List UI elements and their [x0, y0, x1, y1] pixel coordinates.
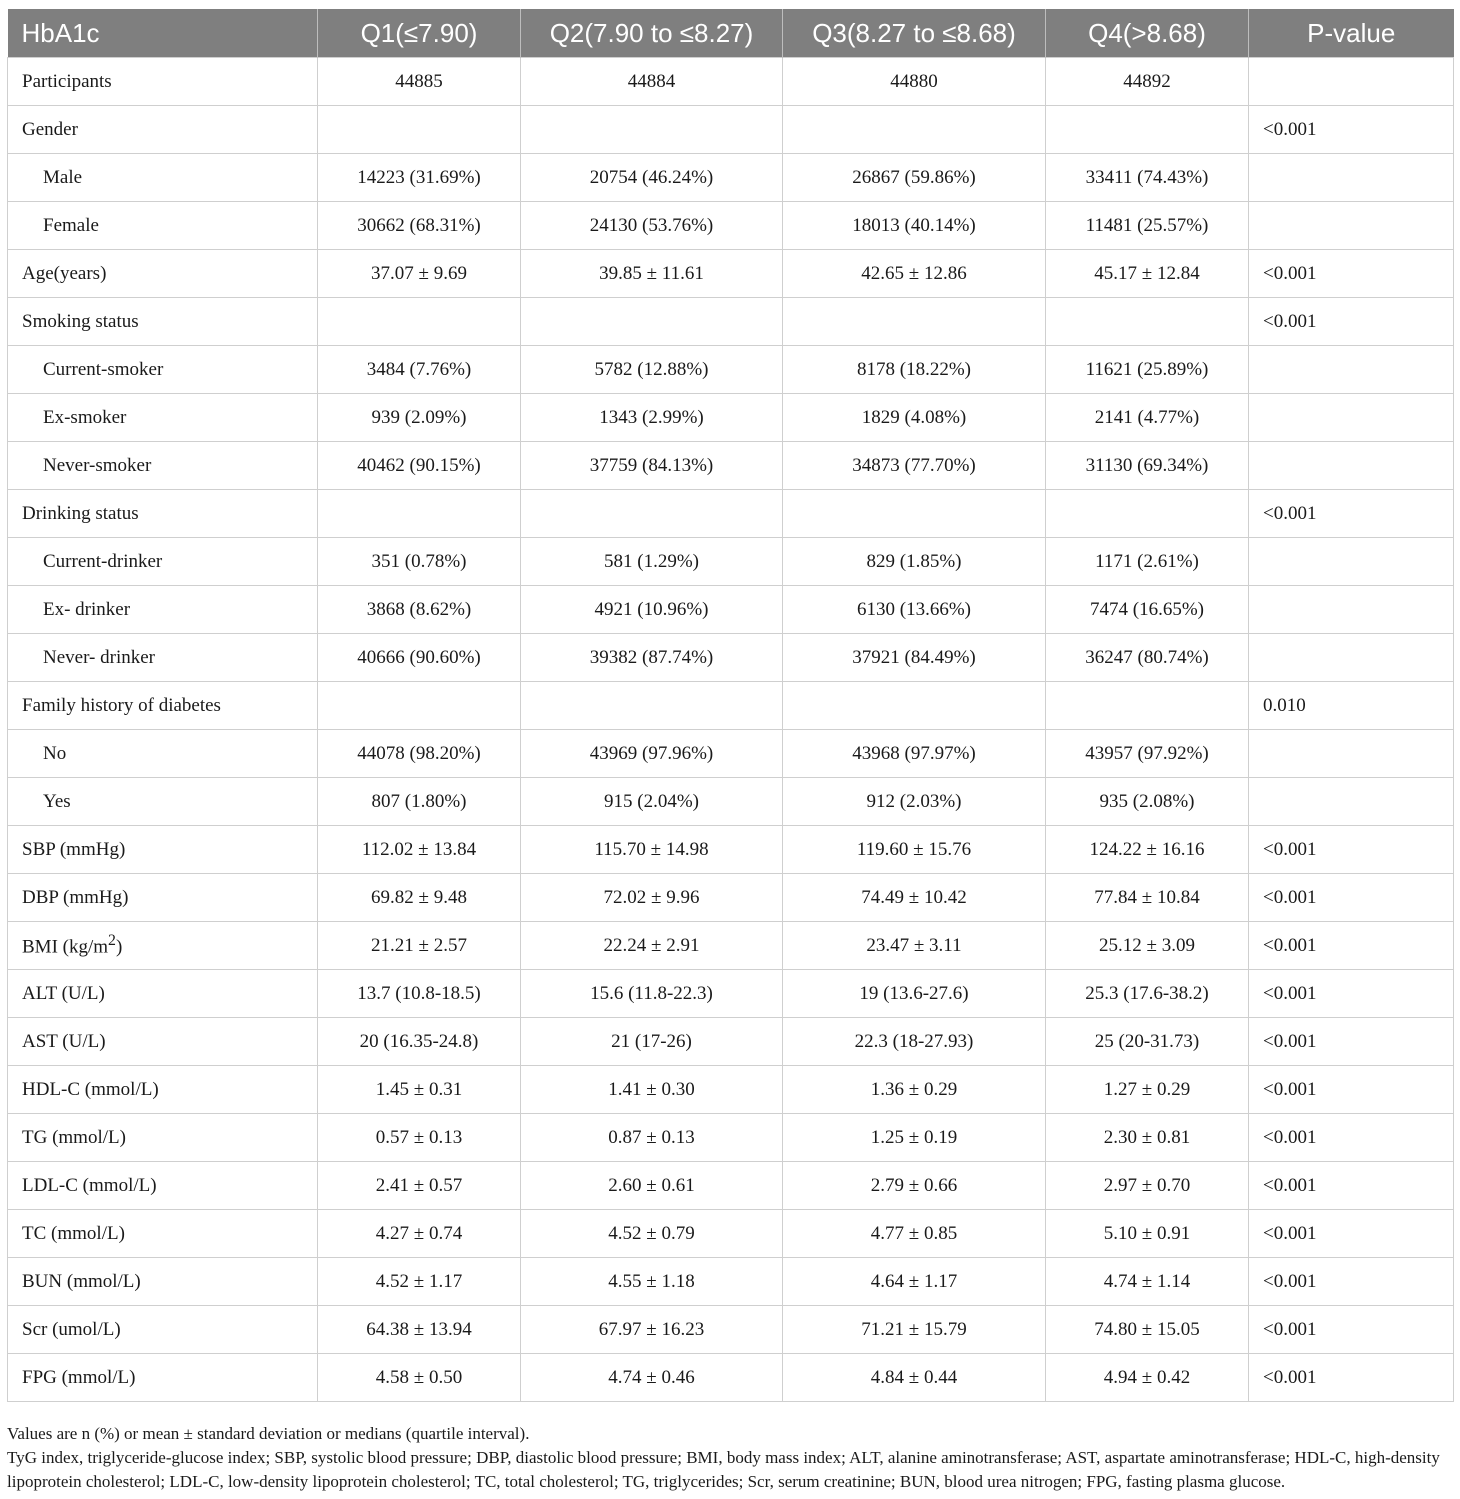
header-p-value: P-value: [1249, 9, 1454, 58]
row-label: DBP (mmHg): [8, 874, 318, 922]
cell-q2: 39.85 ± 11.61: [521, 250, 783, 298]
cell-p: <0.001: [1249, 250, 1454, 298]
cell-p: <0.001: [1249, 922, 1454, 970]
cell-q3: 19 (13.6-27.6): [783, 970, 1046, 1018]
table-body: [8, 58, 1454, 1402]
cell-q4: 33411 (74.43%): [1046, 154, 1249, 202]
cell-q1: 4.58 ± 0.50: [318, 1354, 521, 1402]
cell-q3: [783, 490, 1046, 538]
cell-q3: 42.65 ± 12.86: [783, 250, 1046, 298]
cell-q2: 72.02 ± 9.96: [521, 874, 783, 922]
table-row: [8, 730, 1454, 778]
cell-p: 0.010: [1249, 682, 1454, 730]
table-row: [8, 1114, 1454, 1162]
header-row: [8, 9, 1454, 58]
cell-q2: 915 (2.04%): [521, 778, 783, 826]
cell-q2: 4921 (10.96%): [521, 586, 783, 634]
cell-q2: 22.24 ± 2.91: [521, 922, 783, 970]
cell-q3: 37921 (84.49%): [783, 634, 1046, 682]
cell-p: <0.001: [1249, 1210, 1454, 1258]
table-row: [8, 58, 1454, 106]
row-label: HDL-C (mmol/L): [8, 1066, 318, 1114]
cell-q3: 26867 (59.86%): [783, 154, 1046, 202]
cell-q1: [318, 682, 521, 730]
cell-q4: 1.27 ± 0.29: [1046, 1066, 1249, 1114]
row-label: No: [8, 730, 318, 778]
cell-q3: 1.25 ± 0.19: [783, 1114, 1046, 1162]
cell-q3: 22.3 (18-27.93): [783, 1018, 1046, 1066]
cell-q1: 14223 (31.69%): [318, 154, 521, 202]
cell-q3: 44880: [783, 58, 1046, 106]
cell-p: <0.001: [1249, 1306, 1454, 1354]
cell-q3: 4.77 ± 0.85: [783, 1210, 1046, 1258]
table-row: [8, 1066, 1454, 1114]
table-row: [8, 106, 1454, 154]
cell-q3: 8178 (18.22%): [783, 346, 1046, 394]
cell-q3: 119.60 ± 15.76: [783, 826, 1046, 874]
cell-q1: 4.52 ± 1.17: [318, 1258, 521, 1306]
cell-q2: 43969 (97.96%): [521, 730, 783, 778]
cell-q4: 44892: [1046, 58, 1249, 106]
cell-q1: 3868 (8.62%): [318, 586, 521, 634]
cell-q2: 24130 (53.76%): [521, 202, 783, 250]
row-label: Ex-smoker: [8, 394, 318, 442]
cell-q3: 71.21 ± 15.79: [783, 1306, 1046, 1354]
cell-q1: 64.38 ± 13.94: [318, 1306, 521, 1354]
cell-p: <0.001: [1249, 874, 1454, 922]
table-row: [8, 442, 1454, 490]
cell-q2: 0.87 ± 0.13: [521, 1114, 783, 1162]
row-label: Participants: [8, 58, 318, 106]
row-label: Family history of diabetes: [8, 682, 318, 730]
cell-q1: 0.57 ± 0.13: [318, 1114, 521, 1162]
cell-q4: 43957 (97.92%): [1046, 730, 1249, 778]
cell-q1: 13.7 (10.8-18.5): [318, 970, 521, 1018]
cell-q4: 2141 (4.77%): [1046, 394, 1249, 442]
cell-p: [1249, 586, 1454, 634]
cell-q1: 37.07 ± 9.69: [318, 250, 521, 298]
cell-q3: 1829 (4.08%): [783, 394, 1046, 442]
table-row: [8, 778, 1454, 826]
cell-q1: 44885: [318, 58, 521, 106]
table-row: [8, 1306, 1454, 1354]
header-q2: Q2(7.90 to ≤8.27): [521, 9, 783, 58]
cell-q1: 69.82 ± 9.48: [318, 874, 521, 922]
cell-q1: 4.27 ± 0.74: [318, 1210, 521, 1258]
cell-q1: 351 (0.78%): [318, 538, 521, 586]
cell-q1: 2.41 ± 0.57: [318, 1162, 521, 1210]
cell-q3: [783, 106, 1046, 154]
cell-q2: 20754 (46.24%): [521, 154, 783, 202]
baseline-characteristics-table: [7, 9, 1453, 1402]
row-label: TC (mmol/L): [8, 1210, 318, 1258]
cell-q1: 20 (16.35-24.8): [318, 1018, 521, 1066]
cell-q2: 21 (17-26): [521, 1018, 783, 1066]
cell-p: [1249, 634, 1454, 682]
cell-q4: 74.80 ± 15.05: [1046, 1306, 1249, 1354]
footnote-abbreviations: TyG index, triglyceride-glucose index; SBP, systolic blood pressure; DBP, diastolic blood pressure; BMI, body mass index; ALT, alanine aminotransferase; AST, aspartate aminotransferase; HDL-C, high-density lipoprotein cholesterol; LDL-C, low-density lipoprotein cholesterol; TC, total cholesterol; TG, triglycerides; Scr, serum creatinine; BUN, blood urea nitrogen; FPG, fasting plasma glucose.: [7, 1448, 1440, 1491]
cell-p: [1249, 442, 1454, 490]
cell-q1: 1.45 ± 0.31: [318, 1066, 521, 1114]
cell-q4: 1171 (2.61%): [1046, 538, 1249, 586]
cell-q2: 37759 (84.13%): [521, 442, 783, 490]
cell-q2: 581 (1.29%): [521, 538, 783, 586]
cell-q1: [318, 106, 521, 154]
row-label: Age(years): [8, 250, 318, 298]
cell-p: <0.001: [1249, 1258, 1454, 1306]
row-label: Never- drinker: [8, 634, 318, 682]
cell-q4: 31130 (69.34%): [1046, 442, 1249, 490]
row-label: Male: [8, 154, 318, 202]
cell-q3: 4.64 ± 1.17: [783, 1258, 1046, 1306]
row-label: Smoking status: [8, 298, 318, 346]
cell-q1: 112.02 ± 13.84: [318, 826, 521, 874]
header-q4: Q4(>8.68): [1046, 9, 1249, 58]
data-table: [7, 9, 1454, 1402]
cell-q4: [1046, 106, 1249, 154]
cell-q1: [318, 490, 521, 538]
cell-p: [1249, 154, 1454, 202]
cell-q3: 74.49 ± 10.42: [783, 874, 1046, 922]
table-row: [8, 1258, 1454, 1306]
cell-q4: 2.30 ± 0.81: [1046, 1114, 1249, 1162]
footnote-values: Values are n (%) or mean ± standard deviation or medians (quartile interval).: [7, 1424, 530, 1443]
cell-q1: 939 (2.09%): [318, 394, 521, 442]
cell-p: <0.001: [1249, 1162, 1454, 1210]
cell-q2: [521, 682, 783, 730]
row-label: FPG (mmol/L): [8, 1354, 318, 1402]
row-label: ALT (U/L): [8, 970, 318, 1018]
table-row: [8, 634, 1454, 682]
cell-q4: [1046, 682, 1249, 730]
row-label: AST (U/L): [8, 1018, 318, 1066]
row-label: TG (mmol/L): [8, 1114, 318, 1162]
cell-p: <0.001: [1249, 1018, 1454, 1066]
cell-q3: 4.84 ± 0.44: [783, 1354, 1046, 1402]
cell-q2: 1343 (2.99%): [521, 394, 783, 442]
table-row: [8, 394, 1454, 442]
cell-q1: 3484 (7.76%): [318, 346, 521, 394]
table-row: [8, 682, 1454, 730]
row-label: Current-smoker: [8, 346, 318, 394]
row-label: Yes: [8, 778, 318, 826]
cell-q3: 23.47 ± 3.11: [783, 922, 1046, 970]
cell-p: <0.001: [1249, 490, 1454, 538]
header-q1: Q1(≤7.90): [318, 9, 521, 58]
cell-q2: [521, 298, 783, 346]
cell-q4: 36247 (80.74%): [1046, 634, 1249, 682]
cell-q3: 2.79 ± 0.66: [783, 1162, 1046, 1210]
cell-q2: [521, 106, 783, 154]
cell-q2: 39382 (87.74%): [521, 634, 783, 682]
row-label: Scr (umol/L): [8, 1306, 318, 1354]
cell-p: <0.001: [1249, 106, 1454, 154]
row-label: SBP (mmHg): [8, 826, 318, 874]
row-label: Female: [8, 202, 318, 250]
cell-q4: 11481 (25.57%): [1046, 202, 1249, 250]
row-label: Ex- drinker: [8, 586, 318, 634]
cell-q3: 43968 (97.97%): [783, 730, 1046, 778]
cell-q3: [783, 682, 1046, 730]
cell-q3: 829 (1.85%): [783, 538, 1046, 586]
table-row: [8, 1210, 1454, 1258]
bmi-label-superscript: 2: [108, 932, 116, 950]
cell-q3: 18013 (40.14%): [783, 202, 1046, 250]
cell-p: [1249, 394, 1454, 442]
cell-p: [1249, 730, 1454, 778]
table-row: [8, 1354, 1454, 1402]
cell-p: [1249, 202, 1454, 250]
cell-p: <0.001: [1249, 1114, 1454, 1162]
cell-q3: [783, 298, 1046, 346]
cell-q4: 25 (20-31.73): [1046, 1018, 1249, 1066]
table-row: [8, 250, 1454, 298]
cell-q4: 124.22 ± 16.16: [1046, 826, 1249, 874]
cell-q4: 25.12 ± 3.09: [1046, 922, 1249, 970]
cell-p: [1249, 778, 1454, 826]
table-header: [8, 9, 1454, 58]
cell-p: [1249, 58, 1454, 106]
table-row: [8, 874, 1454, 922]
cell-q2: 67.97 ± 16.23: [521, 1306, 783, 1354]
table-row: [8, 1018, 1454, 1066]
cell-q2: 4.55 ± 1.18: [521, 1258, 783, 1306]
header-q3: Q3(8.27 to ≤8.68): [783, 9, 1046, 58]
table-row: [8, 202, 1454, 250]
cell-p: <0.001: [1249, 970, 1454, 1018]
cell-q4: 45.17 ± 12.84: [1046, 250, 1249, 298]
cell-p: <0.001: [1249, 298, 1454, 346]
cell-q2: 44884: [521, 58, 783, 106]
cell-q4: 5.10 ± 0.91: [1046, 1210, 1249, 1258]
table-row: [8, 298, 1454, 346]
bmi-label-main: BMI (kg/m: [22, 936, 109, 958]
table-row: [8, 154, 1454, 202]
table-row: [8, 586, 1454, 634]
cell-q4: 4.94 ± 0.42: [1046, 1354, 1249, 1402]
cell-q3: 912 (2.03%): [783, 778, 1046, 826]
cell-q4: 77.84 ± 10.84: [1046, 874, 1249, 922]
row-label: Drinking status: [8, 490, 318, 538]
row-label: Gender: [8, 106, 318, 154]
table-row: [8, 826, 1454, 874]
row-label: LDL-C (mmol/L): [8, 1162, 318, 1210]
cell-q2: 4.74 ± 0.46: [521, 1354, 783, 1402]
table-row: [8, 1162, 1454, 1210]
cell-q1: [318, 298, 521, 346]
row-label: Current-drinker: [8, 538, 318, 586]
cell-q4: 4.74 ± 1.14: [1046, 1258, 1249, 1306]
cell-q4: [1046, 490, 1249, 538]
cell-q1: 40462 (90.15%): [318, 442, 521, 490]
cell-q2: 5782 (12.88%): [521, 346, 783, 394]
table-footnotes: [7, 1422, 1457, 1494]
bmi-label-end: ): [115, 936, 123, 958]
header-hba1c: HbA1c: [8, 9, 318, 58]
cell-q2: 15.6 (11.8-22.3): [521, 970, 783, 1018]
cell-q4: 935 (2.08%): [1046, 778, 1249, 826]
cell-p: <0.001: [1249, 826, 1454, 874]
cell-q1: 44078 (98.20%): [318, 730, 521, 778]
cell-q1: 40666 (90.60%): [318, 634, 521, 682]
table-row: [8, 538, 1454, 586]
cell-p: [1249, 538, 1454, 586]
cell-q2: 115.70 ± 14.98: [521, 826, 783, 874]
cell-q3: 34873 (77.70%): [783, 442, 1046, 490]
row-label: [8, 922, 318, 970]
cell-p: [1249, 346, 1454, 394]
cell-q4: 25.3 (17.6-38.2): [1046, 970, 1249, 1018]
table-row: [8, 490, 1454, 538]
cell-q1: 21.21 ± 2.57: [318, 922, 521, 970]
cell-p: <0.001: [1249, 1066, 1454, 1114]
cell-q1: 807 (1.80%): [318, 778, 521, 826]
cell-q4: 11621 (25.89%): [1046, 346, 1249, 394]
cell-q4: [1046, 298, 1249, 346]
cell-q2: 4.52 ± 0.79: [521, 1210, 783, 1258]
cell-q3: 1.36 ± 0.29: [783, 1066, 1046, 1114]
cell-q2: [521, 490, 783, 538]
cell-q2: 2.60 ± 0.61: [521, 1162, 783, 1210]
table-row: [8, 346, 1454, 394]
cell-q3: 6130 (13.66%): [783, 586, 1046, 634]
cell-q1: 30662 (68.31%): [318, 202, 521, 250]
cell-p: <0.001: [1249, 1354, 1454, 1402]
cell-q4: 7474 (16.65%): [1046, 586, 1249, 634]
cell-q4: 2.97 ± 0.70: [1046, 1162, 1249, 1210]
table-row: [8, 922, 1454, 970]
table-row: [8, 970, 1454, 1018]
cell-q2: 1.41 ± 0.30: [521, 1066, 783, 1114]
row-label: Never-smoker: [8, 442, 318, 490]
row-label: BUN (mmol/L): [8, 1258, 318, 1306]
